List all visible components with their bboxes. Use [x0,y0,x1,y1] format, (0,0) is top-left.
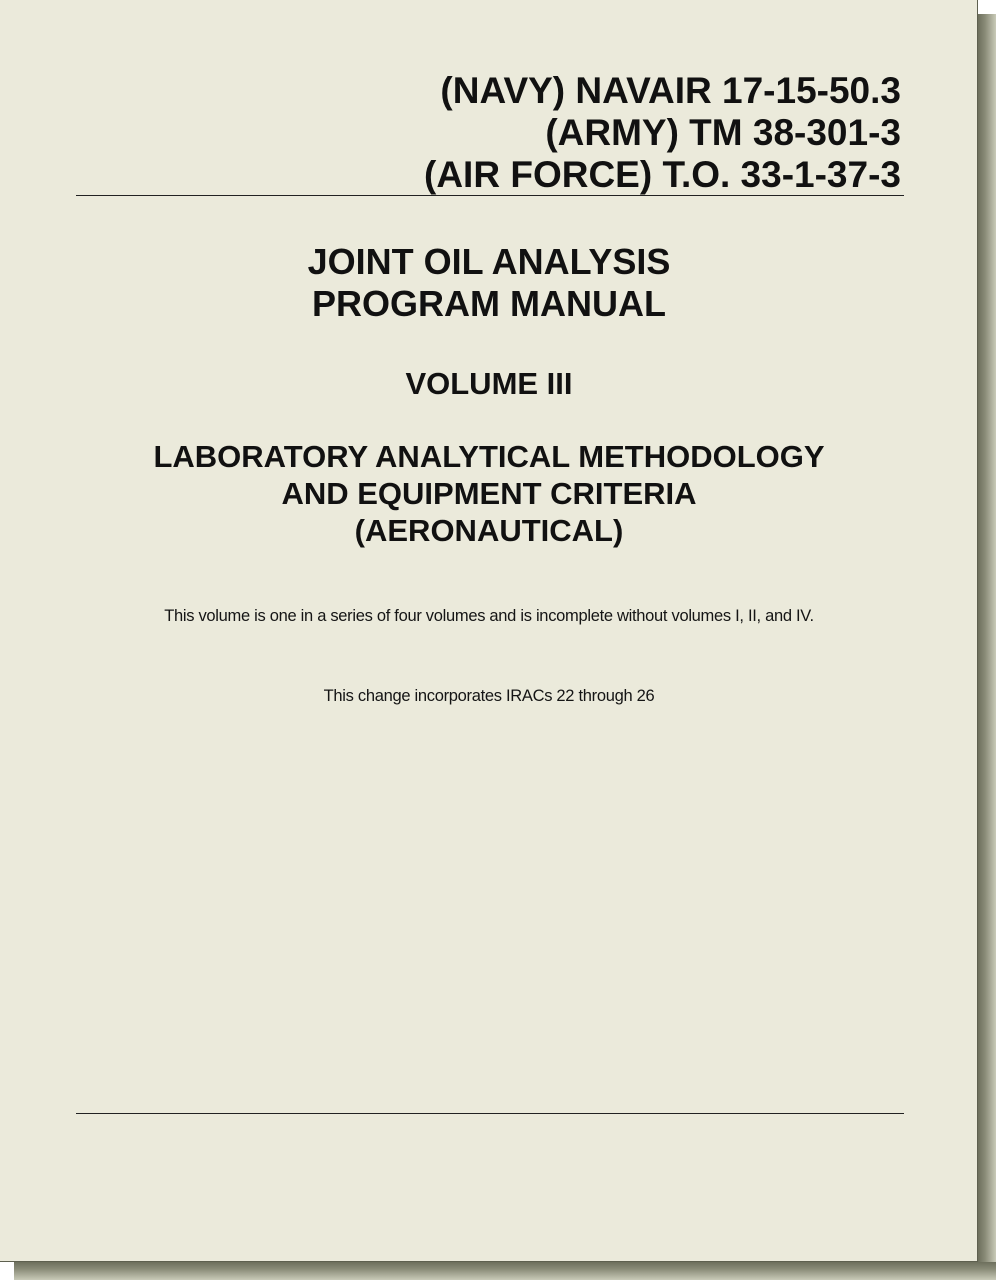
page-shadow-bottom [14,1262,996,1280]
volume-title: VOLUME III [405,366,573,401]
top-divider [76,195,904,196]
page-shadow-right [978,14,996,1280]
title-line-2: PROGRAM MANUAL [312,283,666,324]
document-numbers [424,70,901,196]
subject-line-3: (AERONAUTICAL) [354,513,624,548]
bottom-divider [76,1113,904,1114]
navy-document-number: (NAVY) NAVAIR 17-15-50.3 [440,70,901,111]
army-document-number: (ARMY) TM 38-301-3 [545,112,901,153]
title-line-1: JOINT OIL ANALYSIS [307,241,671,282]
page-title [0,241,978,325]
subject-title [0,438,978,549]
subject-line-2: AND EQUIPMENT CRITERIA [281,476,697,511]
change-note: This change incorporates IRACs 22 through 26 [323,687,655,705]
subject-line-1: LABORATORY ANALYTICAL METHODOLOGY [153,439,825,474]
series-note: This volume is one in a series of four volumes and is incomplete without volumes I, II, and IV. [164,607,814,625]
air-force-document-number: (AIR FORCE) T.O. 33-1-37-3 [424,154,901,195]
